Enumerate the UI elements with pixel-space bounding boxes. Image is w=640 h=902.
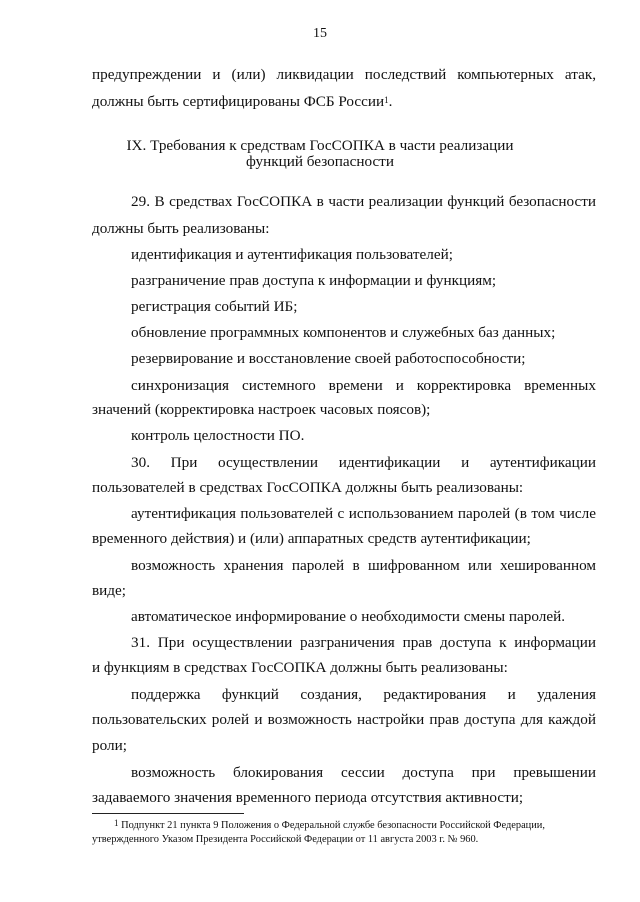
- list-item: значений (корректировка настроек часовых поясов);: [92, 401, 431, 418]
- footnote-line: [114, 819, 596, 832]
- list-item: разграничение прав доступа к информации и функциям;: [131, 272, 497, 289]
- paragraph-30-line: 30. При осуществлении идентификации и аутентификации: [131, 454, 596, 471]
- body-line: предупреждении и (или) ликвидации последствий компьютерных атак,: [92, 66, 596, 83]
- list-item: резервирование и восстановление своей работоспособности;: [131, 350, 526, 367]
- list-item: аутентификация пользователей с использованием паролей (в том числе: [131, 505, 596, 522]
- paragraph-31-line: 31. При осуществлении разграничения прав доступа к информации: [131, 634, 596, 651]
- paragraph-30-line: пользователей в средствах ГосСОПКА должны быть реализованы:: [92, 479, 524, 496]
- paragraph-29-line: 29. В средствах ГосСОПКА в части реализации функций безопасности: [131, 193, 596, 210]
- page-number: 15: [313, 26, 327, 41]
- list-item: пользовательских ролей и возможность настройки прав доступа для каждой: [92, 711, 596, 728]
- list-item: виде;: [92, 582, 126, 599]
- footnote-text: Подпункт 21 пункта 9 Положения о Федеральной службе безопасности Российской Федерации,: [121, 820, 545, 831]
- body-line-text: должны быть сертифицированы ФСБ России: [92, 93, 385, 110]
- list-item: синхронизация системного времени и корректировка временных: [131, 377, 596, 394]
- list-item: обновление программных компонентов и служебных баз данных;: [131, 324, 556, 341]
- paragraph-29-line: должны быть реализованы:: [92, 220, 270, 237]
- list-item: возможность блокирования сессии доступа при превышении: [131, 764, 596, 781]
- section-heading: IX. Требования к средствам ГосСОПКА в части реализации: [126, 137, 514, 154]
- list-item: роли;: [92, 737, 127, 754]
- list-item: регистрация событий ИБ;: [131, 298, 298, 315]
- footnote-line: утвержденного Указом Президента Российской Федерации от 11 августа 2003 г. № 960.: [92, 834, 479, 845]
- footnote-reference: 1: [384, 95, 389, 105]
- list-item: возможность хранения паролей в шифрованном или хешированном: [131, 557, 596, 574]
- list-item: поддержка функций создания, редактирования и удаления: [131, 686, 596, 703]
- list-item: временного действия) и (или) аппаратных средств аутентификации;: [92, 530, 531, 547]
- list-item: контроль целостности ПО.: [131, 427, 305, 444]
- footnote-divider: [92, 813, 244, 814]
- list-item: задаваемого значения временного периода отсутствия активности;: [92, 789, 524, 806]
- paragraph-31-line: и функциям в средствах ГосСОПКА должны быть реализованы:: [92, 659, 508, 676]
- section-heading: функций безопасности: [246, 153, 394, 170]
- list-item: идентификация и аутентификация пользователей;: [131, 246, 453, 263]
- footnote-mark: 1: [114, 818, 119, 828]
- list-item: автоматическое информирование о необходимости смены паролей.: [131, 608, 566, 625]
- body-line: должны быть сертифицированы ФСБ России$^1$.: [92, 93, 393, 110]
